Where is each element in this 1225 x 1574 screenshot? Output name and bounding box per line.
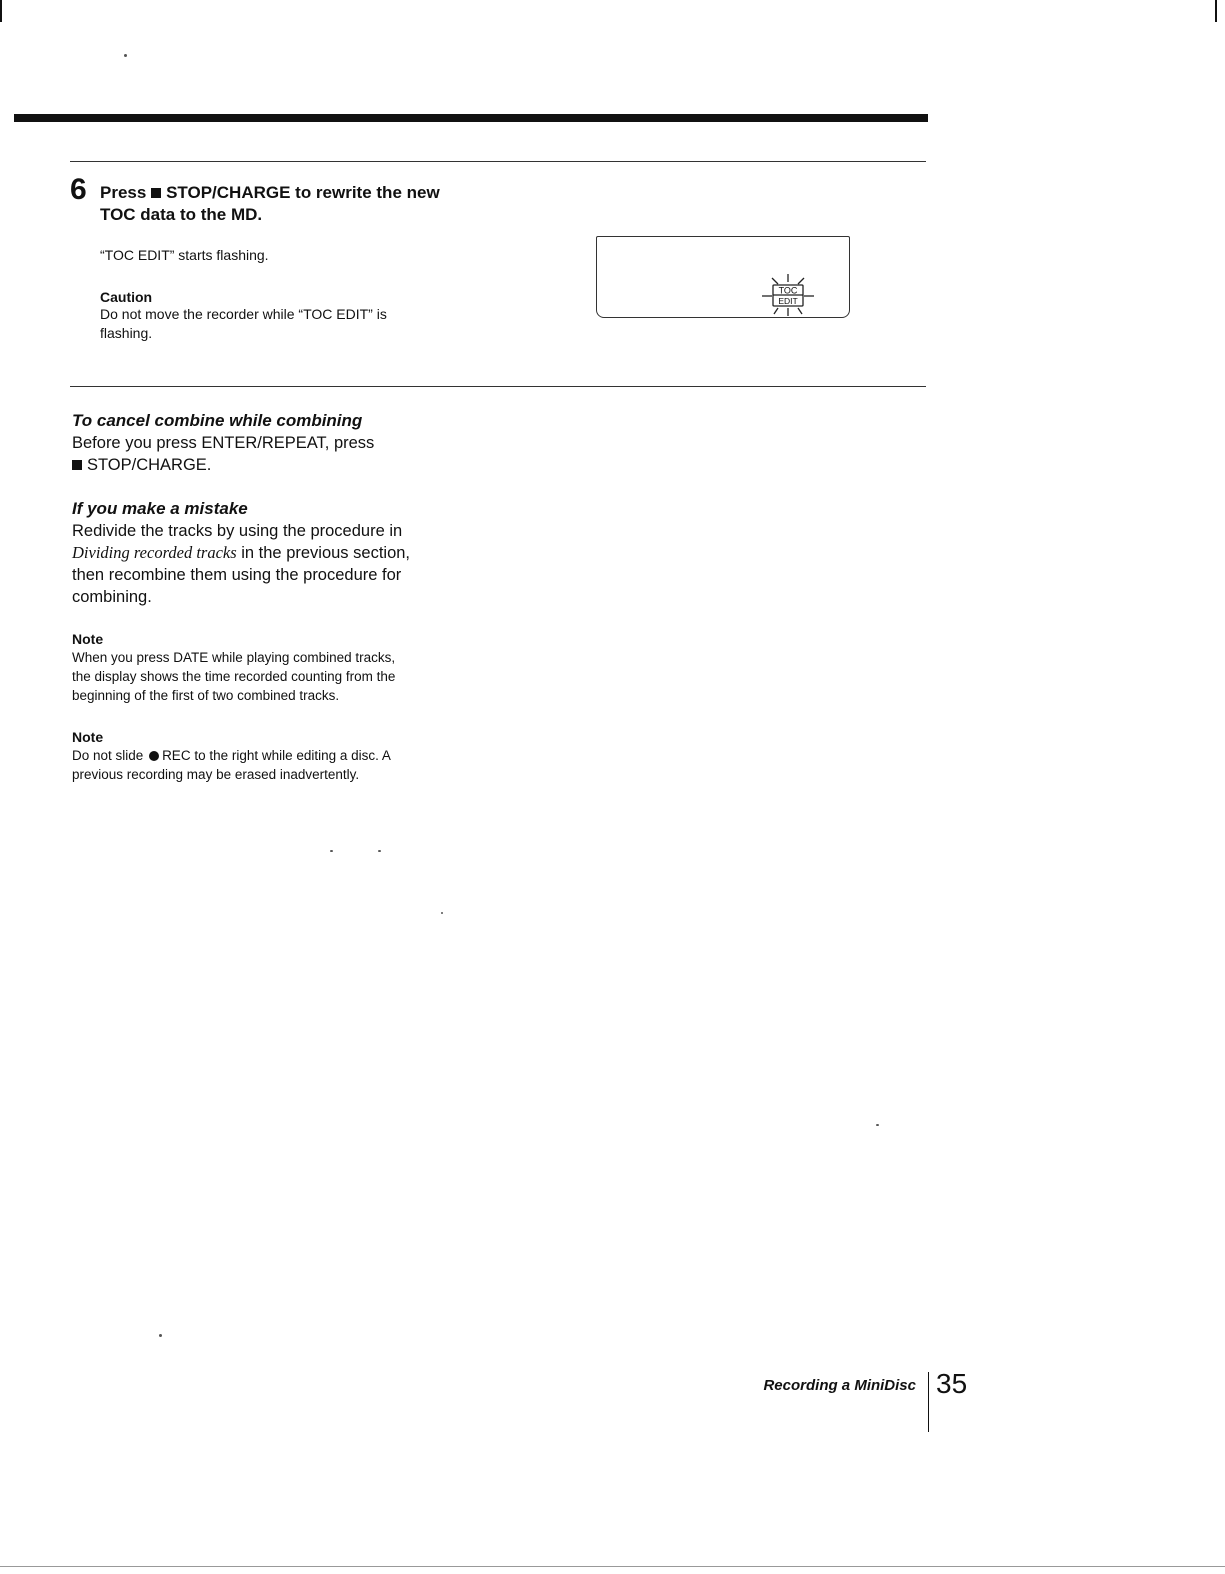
right-edge-mark: [1215, 0, 1217, 22]
mistake-heading: If you make a mistake: [72, 499, 248, 518]
section-rule-bottom: [70, 386, 926, 387]
step-number: 6: [70, 173, 87, 206]
note1-text: When you press DATE while playing combined tracks, the display shows the time recorded counting from the beginning of the first of two combined tracks.: [72, 650, 396, 703]
footer-divider: [928, 1372, 929, 1432]
step-title: [100, 182, 480, 226]
cross-reference: Dividing recorded tracks: [72, 543, 237, 562]
scan-speck: [124, 54, 127, 57]
left-edge-mark: [0, 0, 2, 22]
indicator-line2: EDIT: [778, 296, 798, 306]
step-title-line1: Press STOP/CHARGE to rewrite the new: [100, 183, 440, 202]
scan-speck: [378, 850, 381, 852]
step-description: “TOC EDIT” starts flashing.: [100, 247, 269, 263]
indicator-line1: TOC: [778, 285, 798, 296]
note1-heading: Note: [72, 631, 104, 647]
caution-heading: Caution: [100, 289, 153, 305]
caution-text: Do not move the recorder while “TOC EDIT” is flashing.: [100, 306, 387, 341]
note2-text: Do not slide REC to the right while editing a disc. A previous recording may be erased inadvertently.: [72, 748, 391, 782]
scan-speck: [159, 1334, 162, 1337]
toc-edit-flashing-icon: [760, 272, 816, 318]
cancel-text: Before you press ENTER/REPEAT, press STOP/CHARGE.: [72, 434, 375, 474]
page-number: 35: [936, 1368, 968, 1399]
record-dot-icon: [149, 751, 159, 761]
scan-speck: [441, 912, 443, 914]
mistake-text: Redivide the tracks by using the procedure in Dividing recorded tracks in the previous section, then recombine them using the procedure for combining.: [72, 522, 411, 606]
step-title-line2: TOC data to the MD.: [100, 205, 263, 224]
scan-speck: [330, 850, 333, 852]
cancel-heading: To cancel combine while combining: [72, 411, 363, 430]
footer-section-title: Recording a MiniDisc: [763, 1377, 916, 1394]
header-bar: [14, 114, 928, 122]
scan-speck: [876, 1124, 879, 1126]
stop-square-icon: [151, 188, 161, 198]
bottom-edge-line: [0, 1566, 1225, 1567]
section-rule-top: [70, 161, 926, 162]
note2-heading: Note: [72, 729, 104, 745]
stop-square-icon: [72, 460, 82, 470]
